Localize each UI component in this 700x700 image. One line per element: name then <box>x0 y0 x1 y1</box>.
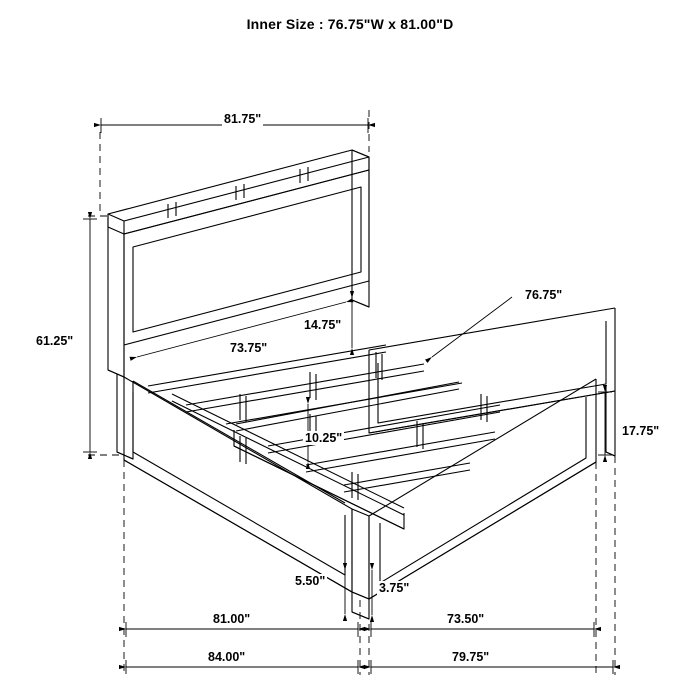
dimension-label-overall-right: 79.75" <box>452 650 490 664</box>
dimension-label-top-width: 81.75" <box>224 112 262 126</box>
dimension-label-side-rail-height: 17.75" <box>622 424 660 438</box>
dimension-label-headboard-inner: 73.75" <box>230 341 268 355</box>
dimension-label-inner-width: 76.75" <box>525 288 563 302</box>
dimension-label-right-depth: 73.50" <box>447 612 485 626</box>
dimension-label-overall-left: 84.00" <box>208 650 246 664</box>
dimension-label-left-depth: 81.00" <box>213 612 251 626</box>
dimension-label-leg-height: 5.50" <box>295 574 326 588</box>
dimension-label-rail-gap: 14.75" <box>304 318 342 332</box>
dimension-label-slat-height: 10.25" <box>305 431 343 445</box>
dimension-label-foot-clearance: 3.75" <box>379 581 410 595</box>
page-title: Inner Size : 76.75"W x 81.00"D <box>246 16 454 32</box>
bed-outline <box>108 150 615 619</box>
dimension-label-headboard-height: 61.25" <box>36 334 74 348</box>
